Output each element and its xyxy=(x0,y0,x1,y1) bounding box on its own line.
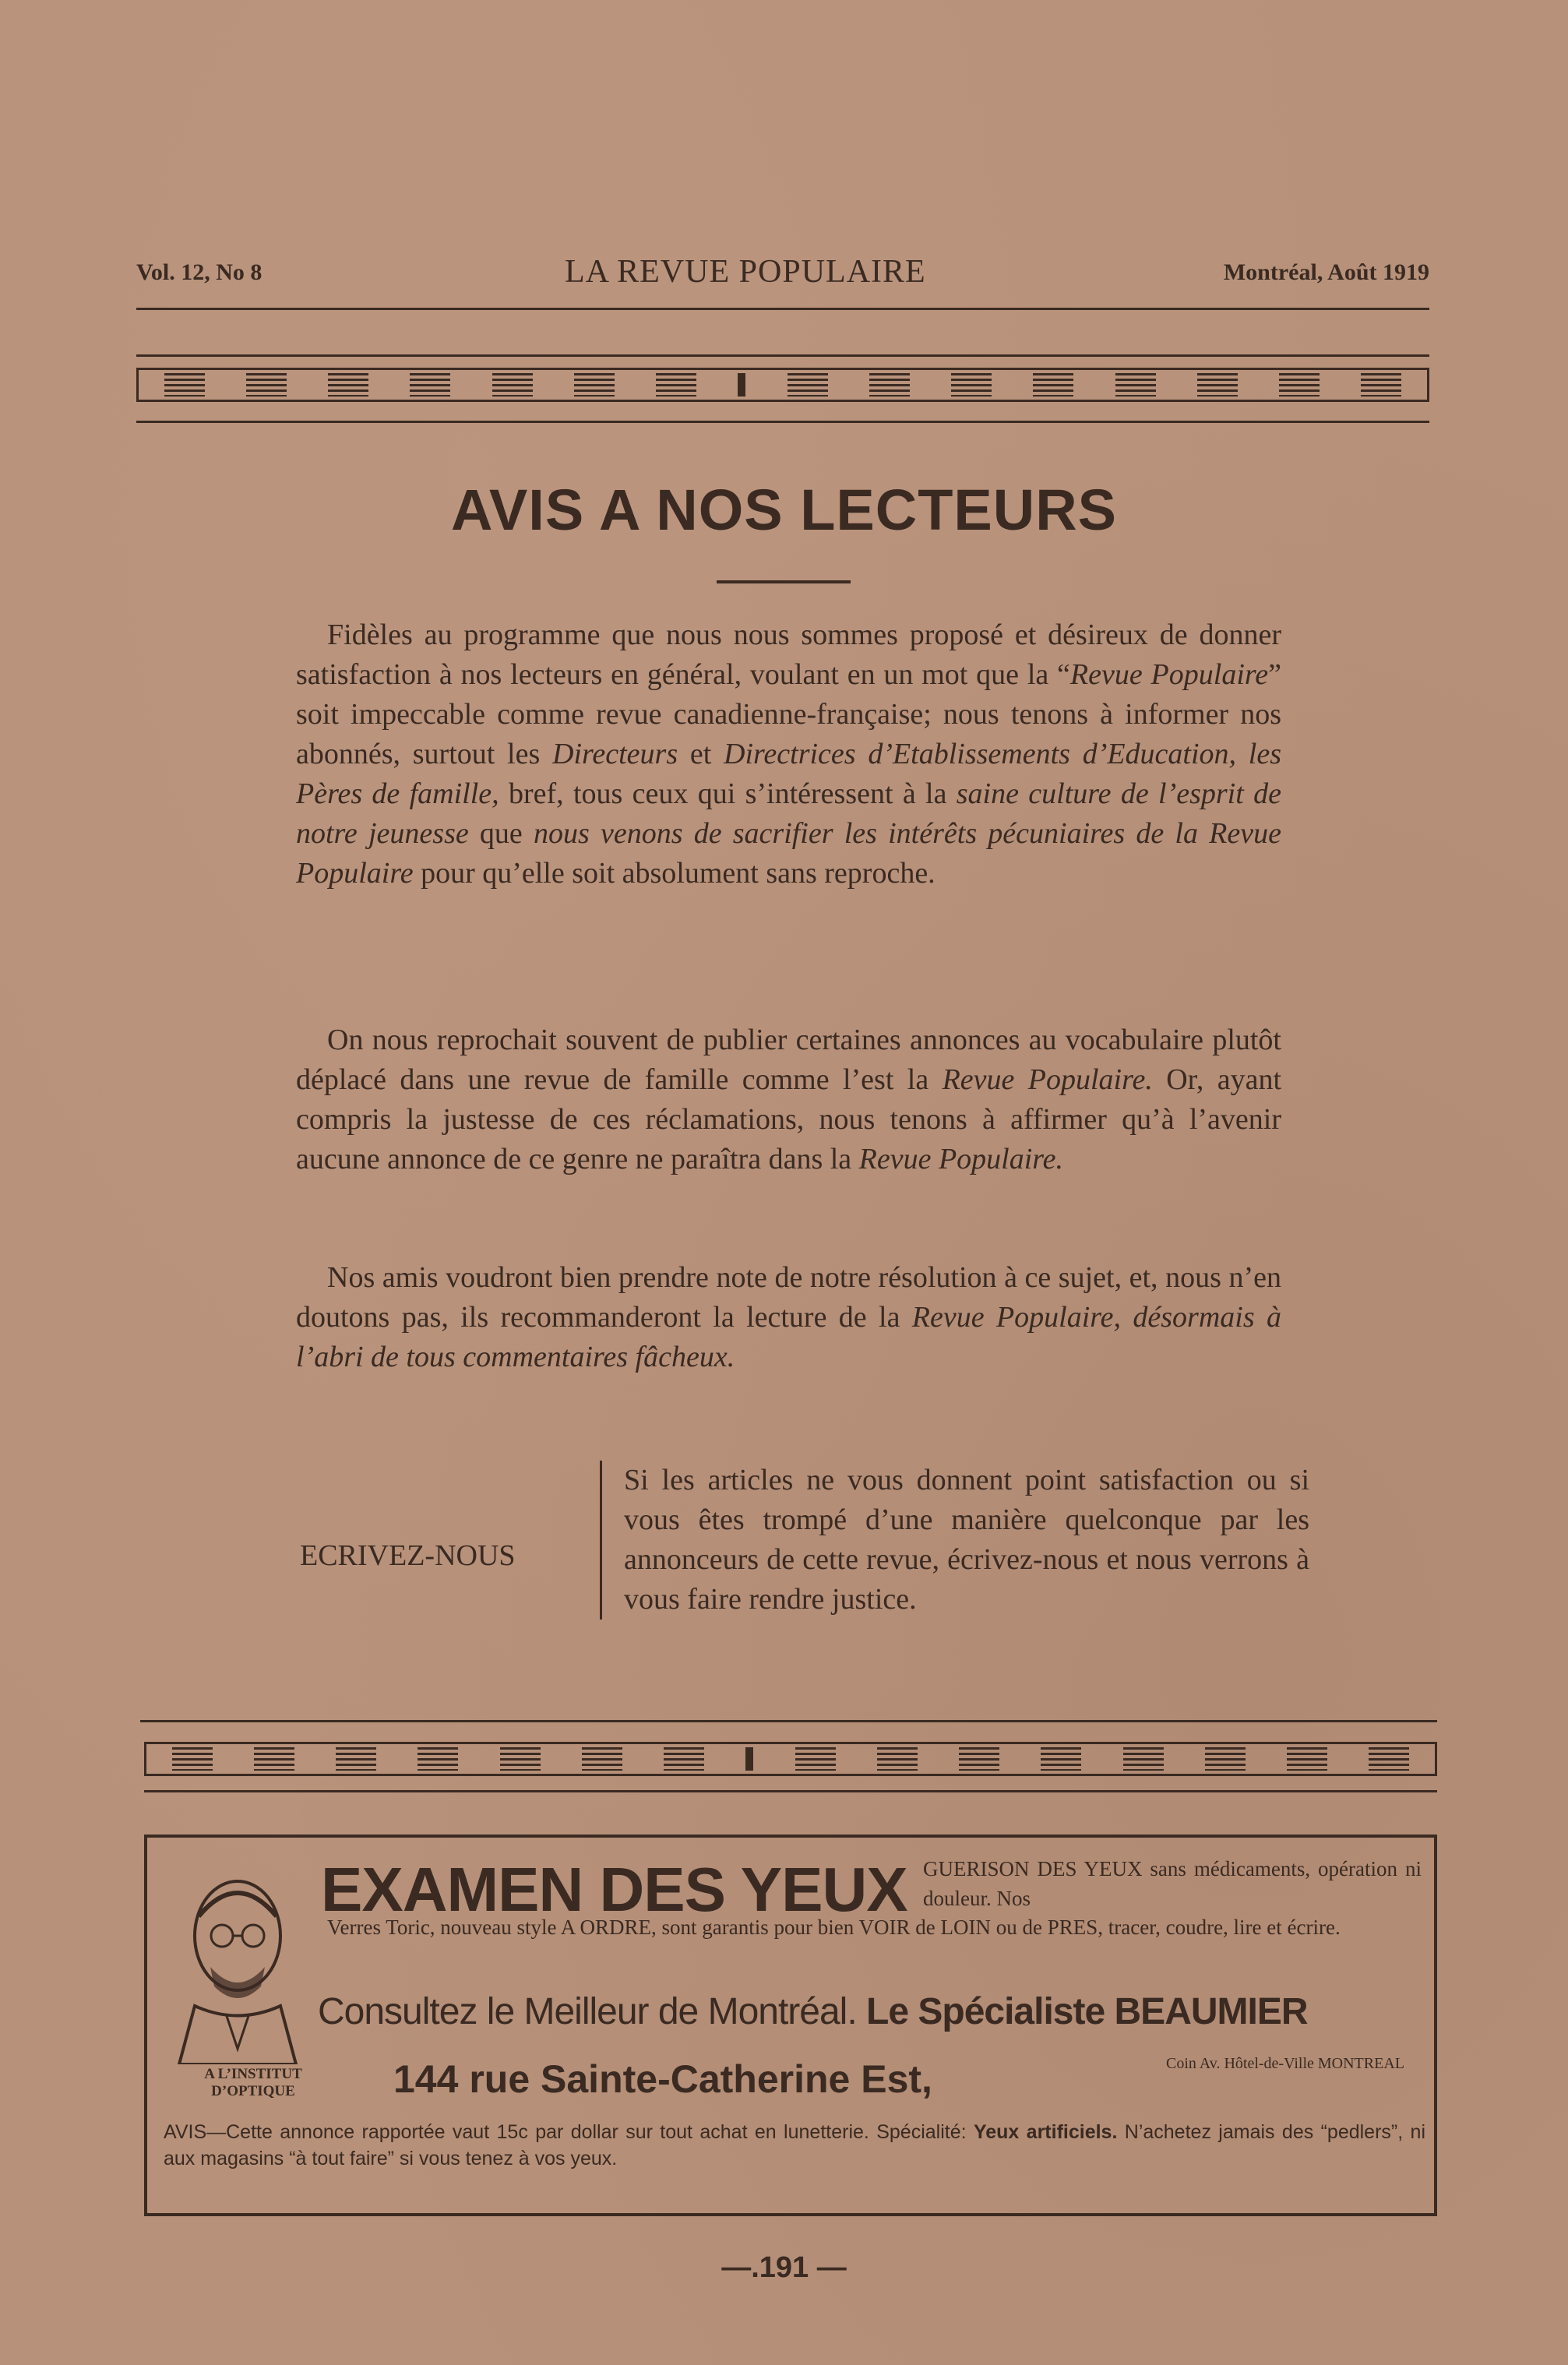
top-decorative-band xyxy=(136,368,1429,402)
bottom-band-rule-lower xyxy=(144,1790,1437,1792)
top-band-rule-lower xyxy=(136,421,1429,423)
ad-institut-label: A L’INSTITUT D’OPTIQUE xyxy=(204,2066,302,2099)
page-header xyxy=(136,253,1429,300)
ad-corner-location: Coin Av. Hôtel-de-Ville MONTREAL xyxy=(1166,2055,1404,2072)
bottom-decorative-band xyxy=(144,1742,1437,1776)
issue-date: Montréal, Août 1919 xyxy=(1223,259,1429,285)
article-title: AVIS A NOS LECTEURS xyxy=(450,478,1117,542)
volume-number: Vol. 12, No 8 xyxy=(136,259,263,285)
article-paragraph-3: Nos amis voudront bien prendre note de notre résolution à ce sujet, et, nous n’en doutons pas, ils recommanderont la lecture de la Revue Populaire, désormais à l’abri de tous commentaires fâcheux. xyxy=(296,1261,1281,1373)
title-underline xyxy=(717,580,851,583)
header-rule xyxy=(136,308,1429,310)
ecrivez-nous-text: Si les articles ne vous donnent point satisfaction ou si vous êtes trompé d’une manière quelconque par les annonceurs de cette revue, écrivez-nous et nous verrons à vous faire rendre justice. xyxy=(600,1461,1309,1620)
optician-portrait-icon xyxy=(164,1862,312,2064)
top-band-rule-upper xyxy=(136,354,1429,357)
ad-guerison-text: GUERISON DES YEUX sans médicaments, opération ni douleur. Nos xyxy=(923,1857,1422,1910)
ad-notice: AVIS—Cette annonce rapportée vaut 15c par dollar sur tout achat en lunetterie. Spécialité: Yeux artificiels. N’achetez jamais des “pedlers”, ni aux magasins “à tout faire” si vous tenez à vos yeux. xyxy=(164,2121,1425,2169)
ecrivez-nous-label: ECRIVEZ-NOUS xyxy=(300,1539,516,1572)
ad-address: 144 rue Sainte-Catherine Est, xyxy=(393,2057,932,2101)
article-paragraph-2: On nous reprochait souvent de publier certaines annonces au vocabulaire plutôt déplacé dans une revue de famille comme l’est la Revue Populaire. Or, ayant compris la justesse de ces réclamations, nous tenons à affirmer qu’à l’avenir aucune annonce de ce genre ne paraîtra dans la Revue Populaire. xyxy=(296,1024,1281,1175)
ad-verres-text: Verres Toric, nouveau style A ORDRE, sont garantis pour bien VOIR de LOIN ou de PRES, tracer, coudre, lire et écrire. xyxy=(327,1916,1341,1939)
ad-title: EXAMEN DES YEUX xyxy=(321,1855,907,1924)
publication-title: LA REVUE POPULAIRE xyxy=(565,254,926,290)
bottom-band-rule-upper xyxy=(140,1720,1437,1722)
page-number: —.191 — xyxy=(721,2251,847,2284)
ad-consult-line: Consultez le Meilleur de Montréal. Le Spécialiste BEAUMIER xyxy=(318,1991,1308,2032)
article-paragraph-1: Fidèles au programme que nous nous sommes proposé et désireux de donner satisfaction à nos lecteurs en général, voulant en un mot que la “Revue Populaire” soit impeccable comme revue canadienne-française; nous tenons à informer nos abonnés, surtout les Directeurs et Directrices d’Etablissements d’Education, les Pères de famille, bref, tous ceux qui s’intéressent à la saine culture de l’esprit de notre jeunesse que nous venons de sacrifier les intérêts pécuniaires de la Revue Populaire pour qu’elle soit absolument sans reproche. xyxy=(296,619,1281,890)
